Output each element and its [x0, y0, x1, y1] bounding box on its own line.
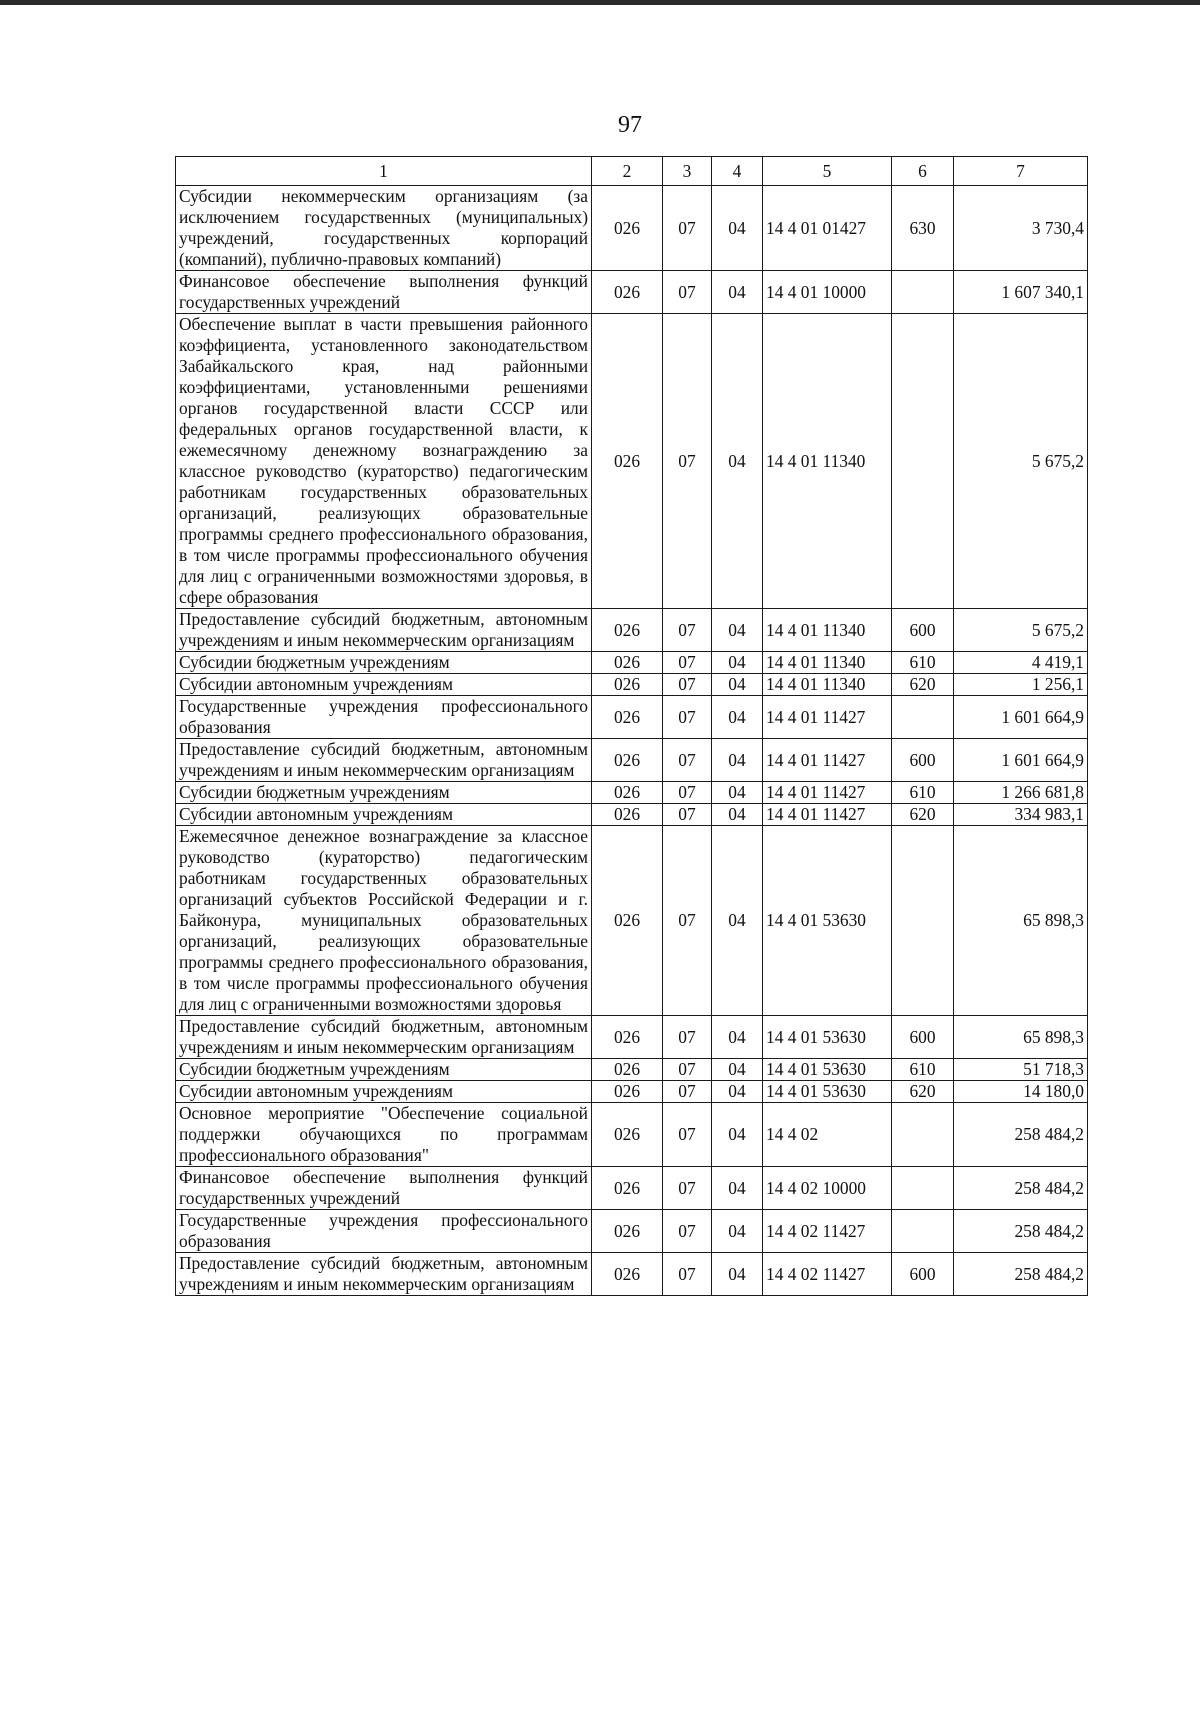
table-row [176, 1253, 1088, 1296]
amount-cell: 258 484,2 [954, 1253, 1088, 1296]
amount-cell: 258 484,2 [954, 1103, 1088, 1167]
ministry-code-cell: 026 [592, 652, 663, 674]
section-code-cell: 07 [663, 314, 712, 609]
amount-cell: 5 675,2 [954, 314, 1088, 609]
table-row [176, 1016, 1088, 1059]
item-name-cell: Финансовое обеспечение выполнения функций государственных учреждений [176, 271, 592, 314]
ministry-code-cell: 026 [592, 826, 663, 1016]
target-article-cell: 14 4 01 11427 [763, 739, 892, 782]
expense-type-cell: 600 [892, 1253, 954, 1296]
subsection-code-cell: 04 [712, 1081, 763, 1103]
expense-type-cell [892, 696, 954, 739]
item-name-cell: Субсидии автономным учреждениям [176, 1081, 592, 1103]
item-name-cell: Государственные учреждения профессионального образования [176, 1210, 592, 1253]
target-article-cell: 14 4 01 11340 [763, 674, 892, 696]
section-code-cell: 07 [663, 271, 712, 314]
target-article-cell: 14 4 01 53630 [763, 826, 892, 1016]
table-row [176, 186, 1088, 271]
section-code-cell: 07 [663, 1210, 712, 1253]
subsection-code-cell: 04 [712, 652, 763, 674]
column-header: 6 [892, 157, 954, 186]
top-border-rule [0, 0, 1200, 5]
subsection-code-cell: 04 [712, 314, 763, 609]
ministry-code-cell: 026 [592, 609, 663, 652]
section-code-cell: 07 [663, 186, 712, 271]
expense-type-cell [892, 826, 954, 1016]
page-number: 97 [618, 112, 642, 138]
expense-type-cell: 600 [892, 609, 954, 652]
subsection-code-cell: 04 [712, 1016, 763, 1059]
section-code-cell: 07 [663, 1253, 712, 1296]
target-article-cell: 14 4 01 11427 [763, 782, 892, 804]
amount-cell: 4 419,1 [954, 652, 1088, 674]
table-row [176, 652, 1088, 674]
target-article-cell: 14 4 01 11340 [763, 314, 892, 609]
section-code-cell: 07 [663, 1016, 712, 1059]
ministry-code-cell: 026 [592, 1016, 663, 1059]
table-row [176, 271, 1088, 314]
subsection-code-cell: 04 [712, 826, 763, 1016]
expense-type-cell [892, 1167, 954, 1210]
target-article-cell: 14 4 01 53630 [763, 1059, 892, 1081]
subsection-code-cell: 04 [712, 696, 763, 739]
column-header: 4 [712, 157, 763, 186]
table-row [176, 609, 1088, 652]
column-number-row [176, 157, 1088, 186]
amount-cell: 65 898,3 [954, 826, 1088, 1016]
section-code-cell: 07 [663, 609, 712, 652]
target-article-cell: 14 4 01 53630 [763, 1081, 892, 1103]
item-name-cell: Предоставление субсидий бюджетным, автономным учреждениям и иным некоммерческим организациям [176, 609, 592, 652]
target-article-cell: 14 4 02 10000 [763, 1167, 892, 1210]
ministry-code-cell: 026 [592, 674, 663, 696]
ministry-code-cell: 026 [592, 186, 663, 271]
target-article-cell: 14 4 02 11427 [763, 1253, 892, 1296]
ministry-code-cell: 026 [592, 271, 663, 314]
amount-cell: 14 180,0 [954, 1081, 1088, 1103]
item-name-cell: Ежемесячное денежное вознаграждение за классное руководство (кураторство) педагогическим работникам государственных образовательных организаций субъектов Российской Федерации и г. Байконура, муниципальных образовательных организаций, реализующих образовательные программы среднего профессионального образования, в том числе программы профессионального обучения для лиц с ограниченными возможностями здоровья [176, 826, 592, 1016]
amount-cell: 1 601 664,9 [954, 696, 1088, 739]
subsection-code-cell: 04 [712, 271, 763, 314]
table-row [176, 1210, 1088, 1253]
subsection-code-cell: 04 [712, 1059, 763, 1081]
target-article-cell: 14 4 01 11427 [763, 804, 892, 826]
expense-type-cell [892, 1103, 954, 1167]
section-code-cell: 07 [663, 782, 712, 804]
target-article-cell: 14 4 01 01427 [763, 186, 892, 271]
expense-type-cell: 610 [892, 782, 954, 804]
amount-cell: 51 718,3 [954, 1059, 1088, 1081]
amount-cell: 1 607 340,1 [954, 271, 1088, 314]
column-header: 1 [176, 157, 592, 186]
table-body [176, 186, 1088, 1296]
table-row [176, 314, 1088, 609]
item-name-cell: Субсидии некоммерческим организациям (за исключением государственных (муниципальных) учреждений, государственных корпораций (компаний), публично-правовых компаний) [176, 186, 592, 271]
section-code-cell: 07 [663, 1103, 712, 1167]
item-name-cell: Предоставление субсидий бюджетным, автономным учреждениям и иным некоммерческим организациям [176, 1016, 592, 1059]
item-name-cell: Субсидии автономным учреждениям [176, 674, 592, 696]
target-article-cell: 14 4 01 10000 [763, 271, 892, 314]
ministry-code-cell: 026 [592, 1081, 663, 1103]
subsection-code-cell: 04 [712, 609, 763, 652]
subsection-code-cell: 04 [712, 1210, 763, 1253]
column-header: 2 [592, 157, 663, 186]
table-row [176, 1103, 1088, 1167]
table-row [176, 804, 1088, 826]
subsection-code-cell: 04 [712, 804, 763, 826]
ministry-code-cell: 026 [592, 1253, 663, 1296]
amount-cell: 1 601 664,9 [954, 739, 1088, 782]
table-row [176, 739, 1088, 782]
amount-cell: 5 675,2 [954, 609, 1088, 652]
amount-cell: 1 256,1 [954, 674, 1088, 696]
ministry-code-cell: 026 [592, 804, 663, 826]
expense-type-cell [892, 1210, 954, 1253]
item-name-cell: Субсидии бюджетным учреждениям [176, 1059, 592, 1081]
item-name-cell: Предоставление субсидий бюджетным, автономным учреждениям и иным некоммерческим организациям [176, 739, 592, 782]
column-header: 5 [763, 157, 892, 186]
section-code-cell: 07 [663, 739, 712, 782]
expense-type-cell: 610 [892, 1059, 954, 1081]
target-article-cell: 14 4 01 11427 [763, 696, 892, 739]
expense-type-cell: 630 [892, 186, 954, 271]
amount-cell: 334 983,1 [954, 804, 1088, 826]
ministry-code-cell: 026 [592, 1103, 663, 1167]
item-name-cell: Субсидии бюджетным учреждениям [176, 652, 592, 674]
amount-cell: 1 266 681,8 [954, 782, 1088, 804]
section-code-cell: 07 [663, 1059, 712, 1081]
item-name-cell: Финансовое обеспечение выполнения функций государственных учреждений [176, 1167, 592, 1210]
ministry-code-cell: 026 [592, 739, 663, 782]
expense-type-cell: 620 [892, 674, 954, 696]
section-code-cell: 07 [663, 674, 712, 696]
target-article-cell: 14 4 01 53630 [763, 1016, 892, 1059]
subsection-code-cell: 04 [712, 674, 763, 696]
ministry-code-cell: 026 [592, 1210, 663, 1253]
item-name-cell: Предоставление субсидий бюджетным, автономным учреждениям и иным некоммерческим организациям [176, 1253, 592, 1296]
amount-cell: 258 484,2 [954, 1210, 1088, 1253]
amount-cell: 3 730,4 [954, 186, 1088, 271]
subsection-code-cell: 04 [712, 1167, 763, 1210]
subsection-code-cell: 04 [712, 739, 763, 782]
item-name-cell: Субсидии автономным учреждениям [176, 804, 592, 826]
ministry-code-cell: 026 [592, 1167, 663, 1210]
subsection-code-cell: 04 [712, 186, 763, 271]
target-article-cell: 14 4 01 11340 [763, 652, 892, 674]
table-row [176, 674, 1088, 696]
table-row [176, 696, 1088, 739]
item-name-cell: Обеспечение выплат в части превышения районного коэффициента, установленного законодательством Забайкальского края, над районными коэффициентами, установленными решениями органов государственной власти СССР или федеральных органов государственной власти, к ежемесячному денежному вознаграждению за классное руководство (кураторство) педагогическим работникам государственных образовательных организаций, реализующих образовательные программы среднего профессионального образования, в том числе программы профессионального обучения для лиц с ограниченными возможностями здоровья, в сфере образования [176, 314, 592, 609]
item-name-cell: Субсидии бюджетным учреждениям [176, 782, 592, 804]
section-code-cell: 07 [663, 1081, 712, 1103]
expense-type-cell [892, 314, 954, 609]
section-code-cell: 07 [663, 804, 712, 826]
table-row [176, 826, 1088, 1016]
table-row [176, 1167, 1088, 1210]
table-row [176, 782, 1088, 804]
expense-type-cell: 620 [892, 1081, 954, 1103]
target-article-cell: 14 4 01 11340 [763, 609, 892, 652]
ministry-code-cell: 026 [592, 314, 663, 609]
budget-table [175, 156, 1088, 1296]
amount-cell: 65 898,3 [954, 1016, 1088, 1059]
ministry-code-cell: 026 [592, 782, 663, 804]
section-code-cell: 07 [663, 826, 712, 1016]
subsection-code-cell: 04 [712, 1103, 763, 1167]
section-code-cell: 07 [663, 1167, 712, 1210]
table-row [176, 1059, 1088, 1081]
expense-type-cell: 610 [892, 652, 954, 674]
target-article-cell: 14 4 02 11427 [763, 1210, 892, 1253]
item-name-cell: Государственные учреждения профессионального образования [176, 696, 592, 739]
ministry-code-cell: 026 [592, 1059, 663, 1081]
expense-type-cell [892, 271, 954, 314]
ministry-code-cell: 026 [592, 696, 663, 739]
column-header: 3 [663, 157, 712, 186]
table-row [176, 1081, 1088, 1103]
amount-cell: 258 484,2 [954, 1167, 1088, 1210]
section-code-cell: 07 [663, 652, 712, 674]
target-article-cell: 14 4 02 [763, 1103, 892, 1167]
item-name-cell: Основное мероприятие "Обеспечение социальной поддержки обучающихся по программам профессионального образования" [176, 1103, 592, 1167]
subsection-code-cell: 04 [712, 1253, 763, 1296]
expense-type-cell: 620 [892, 804, 954, 826]
column-header: 7 [954, 157, 1088, 186]
expense-type-cell: 600 [892, 1016, 954, 1059]
section-code-cell: 07 [663, 696, 712, 739]
subsection-code-cell: 04 [712, 782, 763, 804]
expense-type-cell: 600 [892, 739, 954, 782]
